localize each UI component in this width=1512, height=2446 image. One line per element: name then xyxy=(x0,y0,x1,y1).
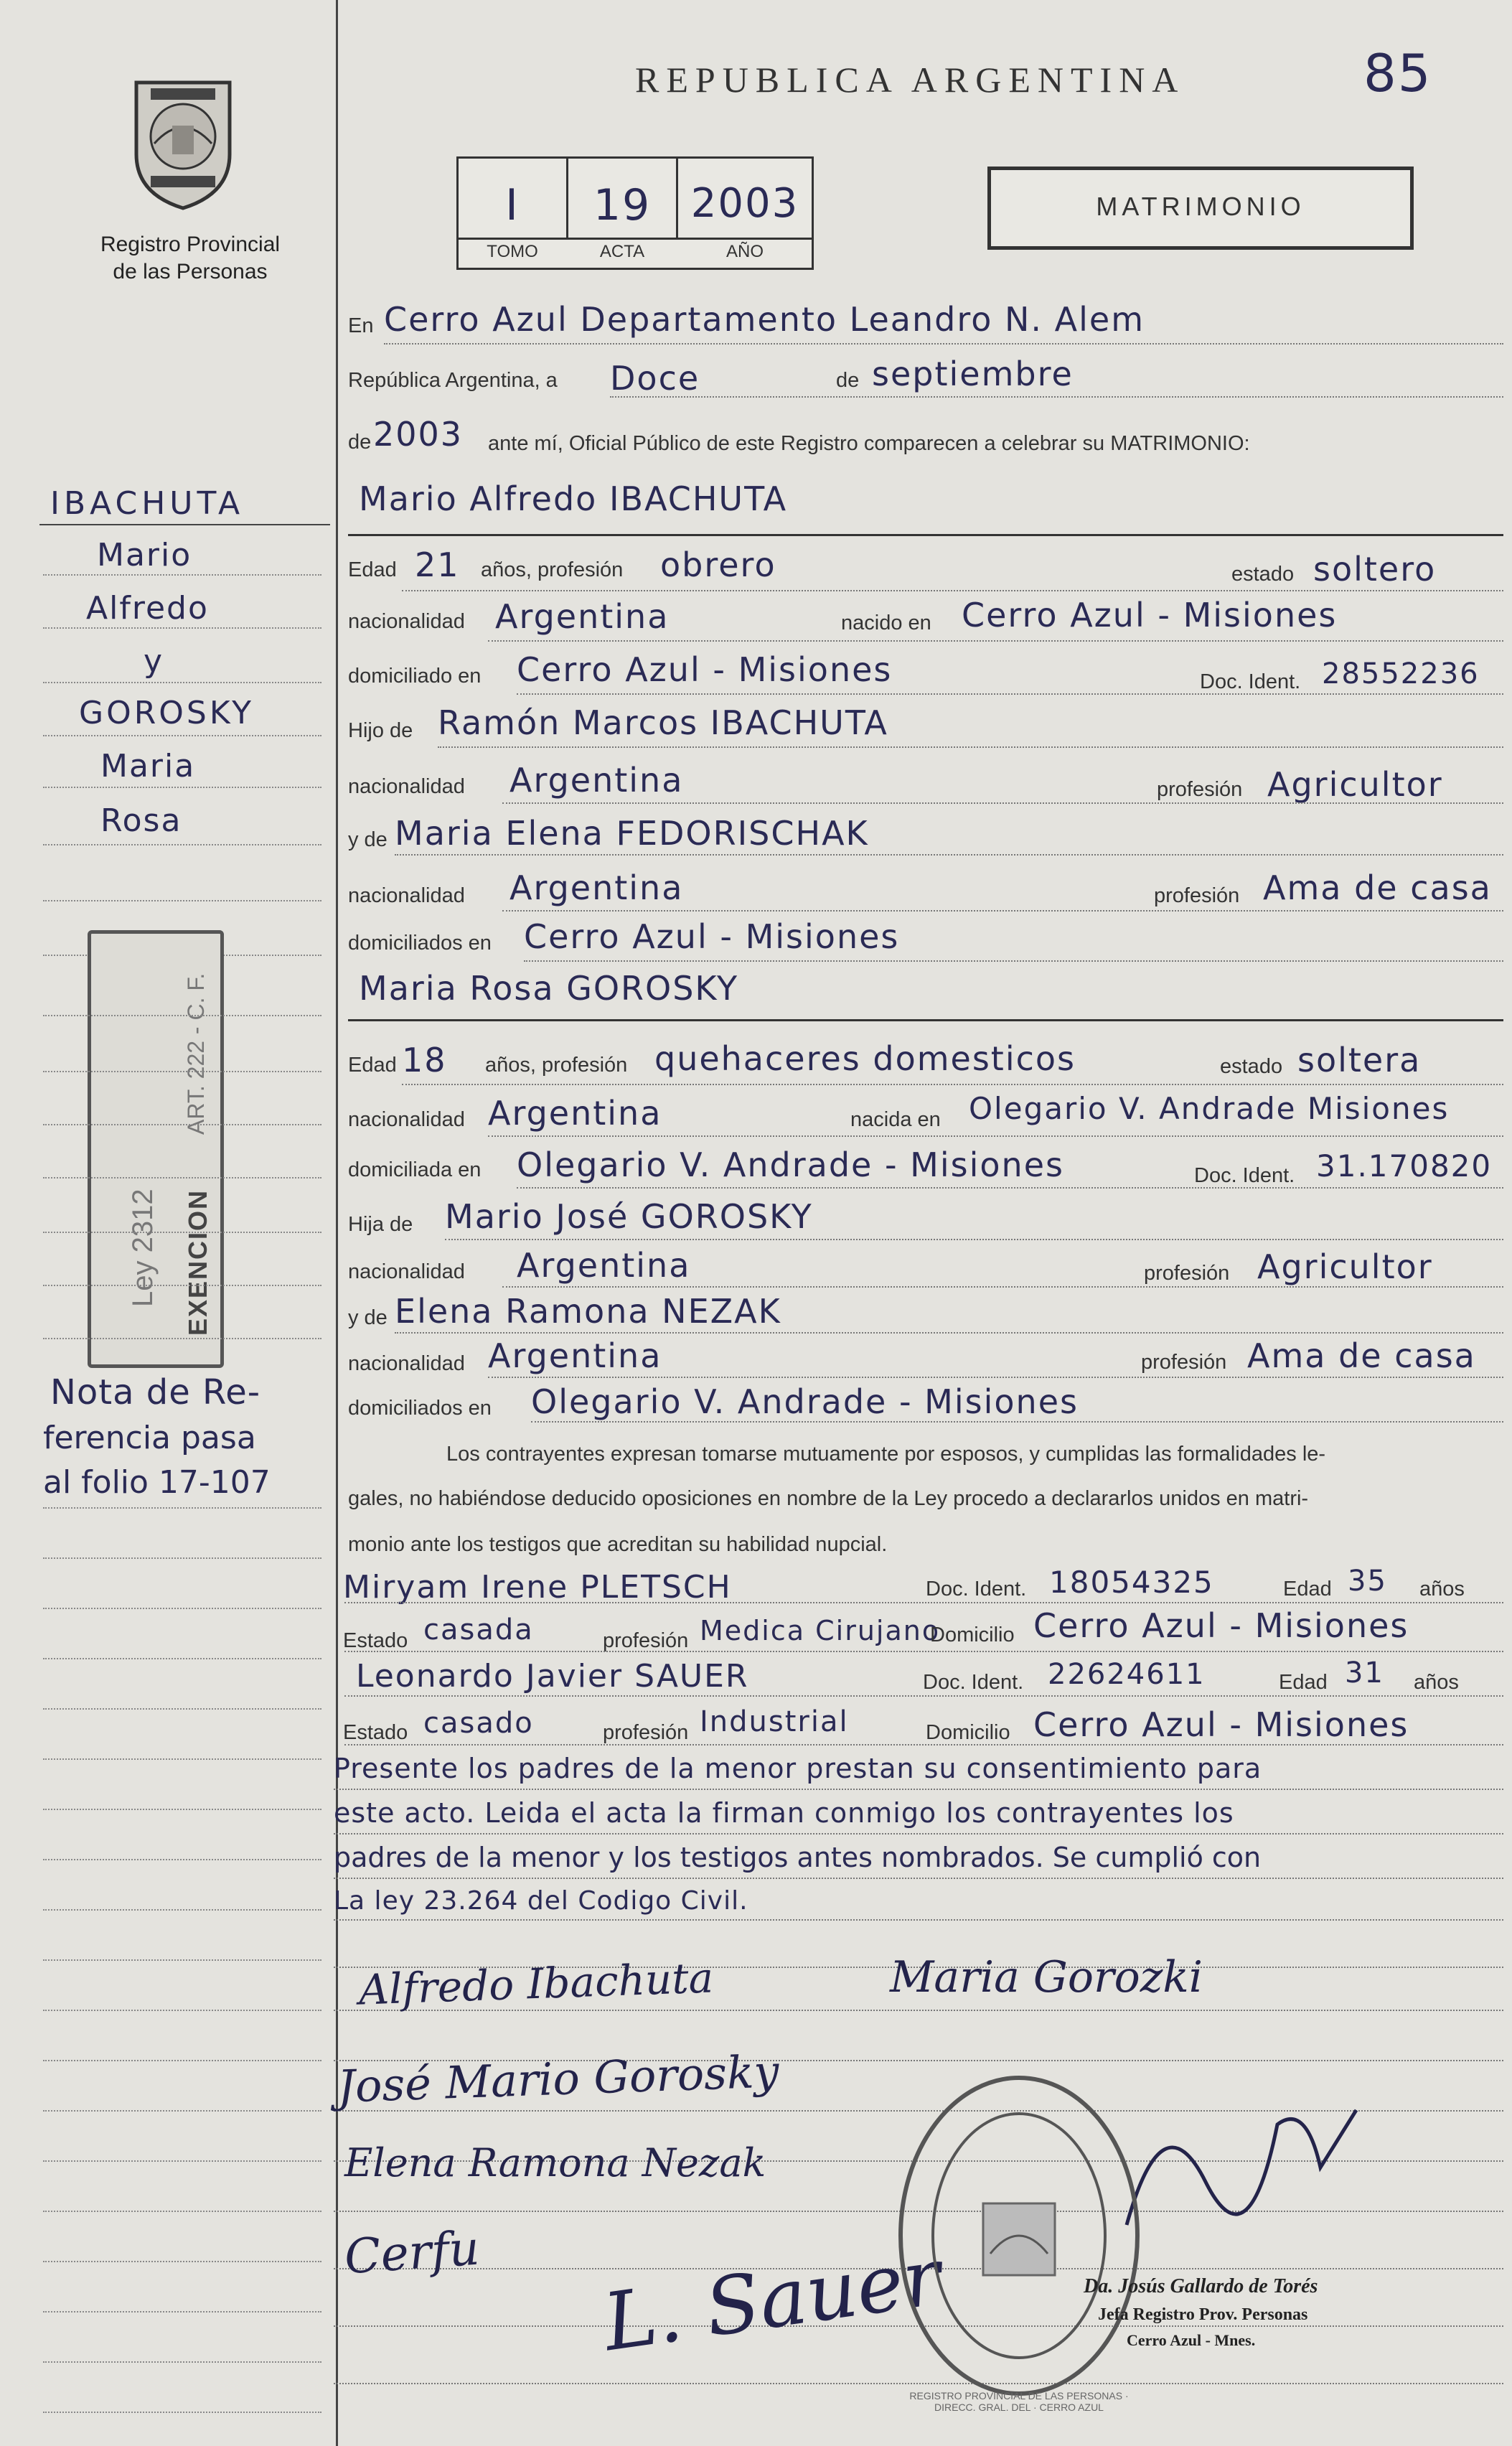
stamp-ring-text: REGISTRO PROVINCIAL DE LAS PERSONAS · DIRECC. GRAL. DEL · CERRO AZUL xyxy=(909,2390,1129,2413)
place-value: Cerro Azul Departamento Leandro N. Alem xyxy=(384,300,1145,339)
de-label: de xyxy=(836,369,860,392)
tomo-value: I xyxy=(505,180,520,230)
witness1-age: 35 xyxy=(1348,1565,1387,1598)
acta-value: 19 xyxy=(593,180,652,230)
republica-label: República Argentina, a xyxy=(348,369,558,392)
bride-birthplace: Olegario V. Andrade Misiones xyxy=(969,1091,1450,1126)
bride-age: 18 xyxy=(402,1041,447,1079)
bride-mother-profession: Ama de casa xyxy=(1247,1336,1476,1375)
page-number: 85 xyxy=(1363,43,1432,103)
margin-note-line2: ferencia pasa xyxy=(43,1420,256,1456)
witness2-name: Leonardo Javier SAUER xyxy=(356,1658,749,1695)
stamp-exencion: EXENCION xyxy=(183,1189,212,1336)
signature-bride-mother: Elena Ramona Nezak xyxy=(344,2140,766,2185)
tomo-label: TOMO xyxy=(487,242,538,261)
witness2-domicile: Cerro Azul - Misiones xyxy=(1033,1705,1409,1744)
groom-father: Ramón Marcos IBACHUTA xyxy=(438,703,888,742)
groom-parents-domicile: Cerro Azul - Misiones xyxy=(524,917,900,956)
witness2-age: 31 xyxy=(1345,1657,1384,1690)
signature-groom: Alfredo Ibachuta xyxy=(357,1953,715,2015)
margin-name4: y xyxy=(144,643,164,680)
bride-father-profession: Agricultor xyxy=(1257,1247,1433,1286)
official-stamp-icon xyxy=(890,2067,1148,2404)
bride-mother-nationality: Argentina xyxy=(488,1336,662,1375)
bride-father: Mario José GOROSKY xyxy=(445,1197,813,1236)
margin-name6: Maria xyxy=(100,748,196,784)
margin-surname: IBACHUTA xyxy=(50,485,245,522)
witness1-domicile: Cerro Azul - Misiones xyxy=(1033,1606,1409,1645)
margin-note-line1: Nota de Re- xyxy=(50,1372,261,1412)
groom-nationality: Argentina xyxy=(495,597,670,636)
groom-mother-profession: Ama de casa xyxy=(1263,868,1492,907)
groom-profession: obrero xyxy=(660,545,776,584)
witness2-profession: Industrial xyxy=(700,1705,849,1738)
bride-status: soltera xyxy=(1297,1041,1422,1079)
marriage-certificate-page: Registro Provincial de las Personas REPUBLICA ARGENTINA 85 I 19 2003 TOMO ACTA AÑO MATRIMONIO En Cerro Azul Departamento Leandro N. Alem República Argentina, a Doce de septiembre de 2003 ante mí, Oficial Público de este Registro comparecen a celebrar su MATRIMONIO: Mario Alfredo IBACHUTA Edad 21 años, profesión obrero estado soltero nacionalidad Argentina nacido en Cerro Azul - Misiones domiciliado en Cerro Azul - Misiones Doc. Ident. 28552236 Hijo de Ramón Marcos IBACHUTA nacionalidad Argentina profesión Agricultor y de Maria Elena FEDORISCHAK nacionalidad Argentina profesión Ama de casa domiciliados en Cerro Azul - Misiones Maria Rosa GOROSKY Edad 18 años, profesión quehaceres domesticos estado soltera nacionalidad Argentina nacida en Olegario V. Andrade Misiones domiciliada en Olegario V. Andrade - Misiones Doc. Ident. 31.170820 Hija de Mario José GOROSKY nacionalidad Argentina profesión Agricultor y de Elena Ramona NEZAK nacionalidad Argentina profesión Ama de casa domiciliados en Olegario V. Andrade - Misiones Los contrayentes expresan tomarse mutuamente por esposos, y cumplidas las formalidades le- gales, no habiéndose deducido oposiciones en nombre de la Ley procedo a declararlos unidos en matri- monio ante los testigos que acreditan su habilidad nupcial. Miryam Irene PLETSCH Doc. Ident. 18054325 Edad 35 años Estado casada profesión Medica Cirujano Domicilio Cerro Azul - Misiones Leonardo Javier SAUER Doc. Ident. 22624611 Edad 31 años Estado casado profesión Industrial Domicilio Cerro Azul - Misiones Presente los padres de la menor prestan su consentimiento para este acto. Leida el acta la firman conmigo los contrayentes los padres de la menor y los testigos antes nombrados. Se cumplió con La ley 23.264 del Codigo Civil. Alfredo Ibachuta Maria Gorozki José Mario Gorosky Elena Ramona Nezak Cerfu L. Sauer REGISTRO PROVINCIAL DE LAS PERSONAS · DIRECC. GRAL. DEL · CERRO AZUL Da. Josús Gallardo de Torés Jefa Registro Prov. Personas Cerro Azul - Mnes. IBACHUTA Mario Alfredo y GOROSKY Maria Rosa EXENCION ART. 222 - C. F. Ley 2312 Nota de Re- ferencia pasa al folio 17-107 xyxy=(0,0,1512,2446)
province-seal-icon xyxy=(122,68,244,212)
bride-father-nationality: Argentina xyxy=(517,1246,691,1285)
declaration-line3: monio ante los testigos que acreditan su habilidad nupcial. xyxy=(348,1533,888,1556)
margin-name3: Alfredo xyxy=(86,590,209,627)
groom-domicile: Cerro Azul - Misiones xyxy=(517,650,893,689)
notes-line4: La ley 23.264 del Codigo Civil. xyxy=(334,1886,748,1916)
official-place: Cerro Azul - Mnes. xyxy=(1127,2331,1256,2349)
official-title: Jefa Registro Prov. Personas xyxy=(1098,2305,1308,2324)
month-value: septiembre xyxy=(872,355,1074,393)
bride-mother: Elena Ramona NEZAK xyxy=(395,1292,781,1331)
groom-name: Mario Alfredo IBACHUTA xyxy=(359,479,788,518)
year-prefix: de xyxy=(348,431,372,454)
doc-type-label: MATRIMONIO xyxy=(1096,192,1305,221)
notes-line1: Presente los padres de la menor prestan su consentimiento para xyxy=(334,1753,1262,1784)
witness2-doc: 22624611 xyxy=(1048,1658,1206,1691)
bride-doc: 31.170820 xyxy=(1316,1148,1493,1184)
groom-doc: 28552236 xyxy=(1322,657,1480,690)
stamp-art: ART. 222 - C. F. xyxy=(183,973,209,1135)
witness1-name: Miryam Irene PLETSCH xyxy=(343,1569,732,1606)
groom-mother: Maria Elena FEDORISCHAK xyxy=(395,814,869,853)
notes-line2: este acto. Leida el acta la firman conmigo los contrayentes los xyxy=(334,1797,1234,1829)
en-label: En xyxy=(348,314,374,337)
signature-bride: Maria Gorozki xyxy=(890,1952,1203,2002)
groom-age: 21 xyxy=(415,545,460,584)
official-signature-icon xyxy=(1119,2081,1378,2268)
groom-status: soltero xyxy=(1313,550,1437,589)
ano-label: AÑO xyxy=(726,242,764,261)
groom-mother-nationality: Argentina xyxy=(510,868,684,907)
margin-name2: Mario xyxy=(97,537,192,573)
year-value: 2003 xyxy=(373,415,464,454)
margin-note-line3: al folio 17-107 xyxy=(43,1464,271,1501)
groom-birthplace: Cerro Azul - Misiones xyxy=(962,596,1338,634)
bride-domicile: Olegario V. Andrade - Misiones xyxy=(517,1145,1064,1184)
margin-name5: GOROSKY xyxy=(79,695,255,731)
record-box xyxy=(456,156,814,270)
witness1-doc: 18054325 xyxy=(1049,1565,1214,1600)
acta-label: ACTA xyxy=(599,242,645,261)
exemption-stamp xyxy=(88,930,224,1368)
bride-parents-domicile: Olegario V. Andrade - Misiones xyxy=(531,1382,1079,1421)
declaration-line1: Los contrayentes expresan tomarse mutuamente por esposos, y cumplidas las formalidades le- xyxy=(446,1443,1326,1466)
ano-value: 2003 xyxy=(690,180,799,227)
official-name: Da. Josús Gallardo de Torés xyxy=(1084,2275,1318,2297)
signature-bride-father: José Mario Gorosky xyxy=(336,2045,780,2113)
signature-witness1: Cerfu xyxy=(342,2220,482,2285)
signature-witness2: L. Sauer xyxy=(598,2230,947,2369)
country-title: REPUBLICA ARGENTINA xyxy=(635,60,1185,100)
bride-name: Maria Rosa GOROSKY xyxy=(359,969,739,1008)
stamp-ley: Ley 2312 xyxy=(127,1189,159,1307)
intro-text: ante mí, Oficial Público de este Registro comparecen a celebrar su MATRIMONIO: xyxy=(488,432,1250,455)
doc-type-box xyxy=(987,167,1414,250)
groom-father-profession: Agricultor xyxy=(1267,765,1443,804)
declaration-line2: gales, no habiéndose deducido oposiciones en nombre de la Ley procedo a declararlos unidos en matri- xyxy=(348,1487,1309,1510)
notes-line3: padres de la menor y los testigos antes nombrados. Se cumplió con xyxy=(334,1842,1262,1873)
witness1-status: casada xyxy=(423,1613,534,1646)
bride-nationality: Argentina xyxy=(488,1094,662,1133)
bride-profession: quehaceres domesticos xyxy=(654,1039,1076,1078)
margin-name7: Rosa xyxy=(100,802,182,839)
day-value: Doce xyxy=(610,359,700,398)
registry-name: Registro Provincial de las Personas xyxy=(100,233,281,284)
groom-father-nationality: Argentina xyxy=(510,761,684,800)
witness1-profession: Medica Cirujano xyxy=(700,1615,941,1646)
witness2-status: casado xyxy=(423,1707,534,1740)
